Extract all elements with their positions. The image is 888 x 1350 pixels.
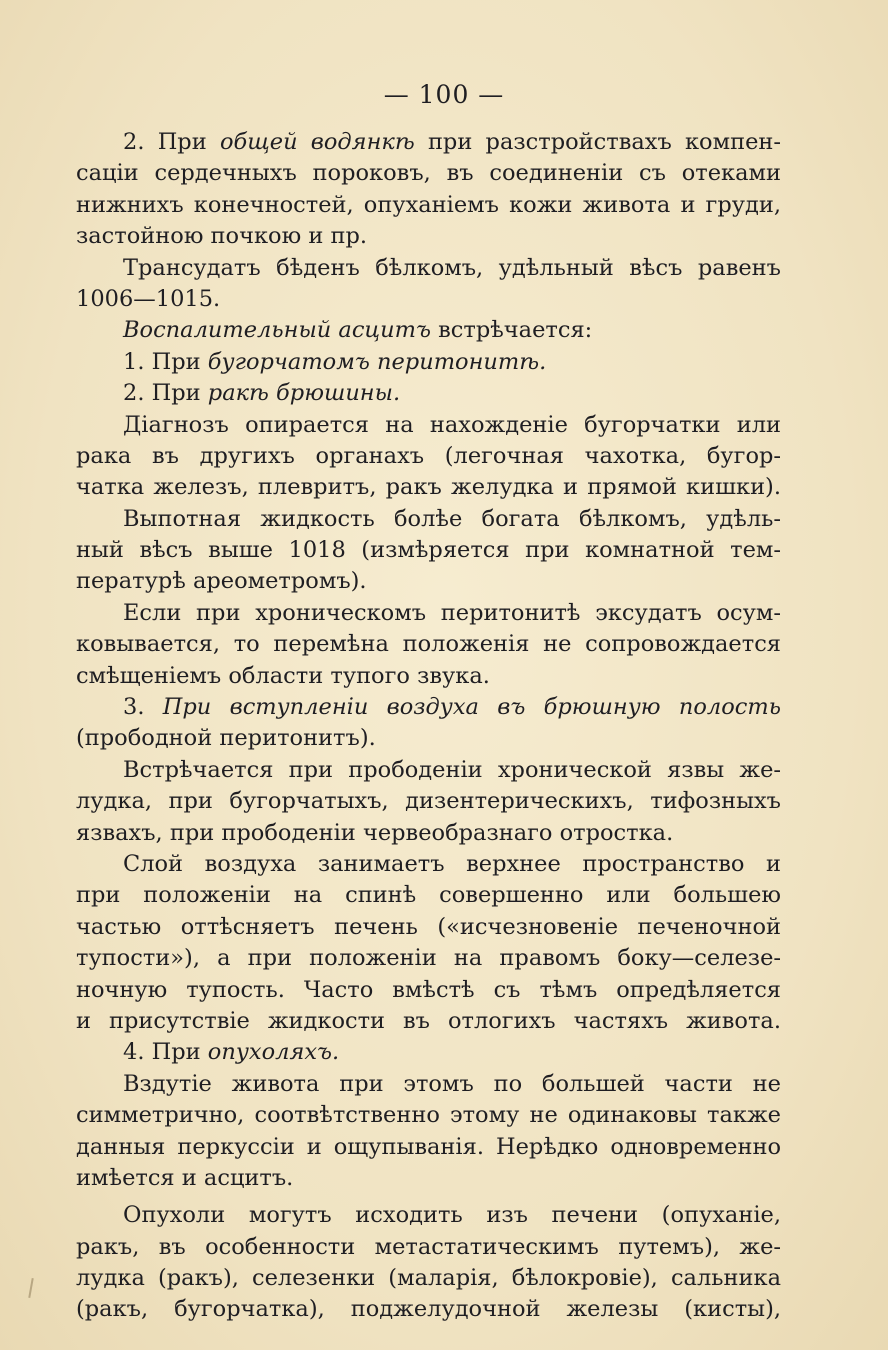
text-line: частью оттѣсняетъ печень («исчезновеніе печеночной xyxy=(76,913,781,940)
text-line: ковывается, то перемѣна положенія не сопровождается xyxy=(76,631,781,658)
text-line: смѣщеніемъ области тупого звука. xyxy=(76,662,490,689)
text-line: 4. При опухоляхъ. xyxy=(123,1039,340,1066)
text-line: 1006—1015. xyxy=(76,285,221,312)
text-line: Діагнозъ опирается на нахожденіе бугорчатки или xyxy=(123,411,781,438)
text-line: при положеніи на спинѣ совершенно или большею xyxy=(76,882,781,909)
text-line: лудка, при бугорчатыхъ, дизентерическихъ, тифозныхъ xyxy=(76,788,781,815)
text-line: лудка (ракъ), селезенки (маларія, бѣлокровіе), сальника xyxy=(76,1265,781,1292)
text-line: 2. При ракѣ брюшины. xyxy=(123,380,401,407)
text-line: Выпотная жидкость болѣе богата бѣлкомъ, удѣль- xyxy=(123,505,781,532)
paper-mark xyxy=(28,1278,33,1298)
text-line: застойною почкою и пр. xyxy=(76,223,368,250)
text-line: рака въ другихъ органахъ (легочная чахотка, бугор- xyxy=(76,442,781,469)
text-line: ный вѣсъ выше 1018 (измѣряется при комнатной тем- xyxy=(76,537,781,564)
text-line: Воспалительный асцитъ встрѣчается: xyxy=(123,317,593,344)
text-line: чатка железъ, плевритъ, ракъ желудка и прямой кишки). xyxy=(76,474,781,501)
text-line: 2. При общей водянкѣ при разстройствахъ компен- xyxy=(123,129,782,155)
text-line: и присутствіе жидкости въ отлогихъ частяхъ живота. xyxy=(76,1007,781,1034)
page-number: — 100 — xyxy=(383,80,505,109)
text-line: Слой воздуха занимаетъ верхнее пространство и xyxy=(123,850,781,877)
text-line: язвахъ, при прободеніи червеобразнаго отростка. xyxy=(76,819,674,846)
text-line: Если при хроническомъ перитонитѣ эксудатъ осум- xyxy=(123,599,781,626)
text-line: (ракъ, бугорчатка), поджелудочной железы (кисты), xyxy=(76,1296,781,1323)
text-line: Встрѣчается при прободеніи хронической язвы же- xyxy=(123,756,781,783)
text-line: 1. При бугорчатомъ перитонитѣ. xyxy=(123,348,547,375)
text-line: симметрично, соотвѣтственно этому не одинаковы также xyxy=(76,1102,781,1129)
text-line: данныя перкуссіи и ощупыванія. Нерѣдко одновременно xyxy=(76,1133,781,1160)
text-line: тупости»), а при положеніи на правомъ боку—селезе- xyxy=(76,945,781,972)
text-line: имѣется и асцитъ. xyxy=(76,1164,294,1191)
text-line: (прободной перитонитъ). xyxy=(76,725,376,752)
text-line: Трансудатъ бѣденъ бѣлкомъ, удѣльный вѣсъ равенъ xyxy=(123,254,781,281)
text-line: саціи сердечныхъ пороковъ, въ соединеніи съ отеками xyxy=(76,160,781,187)
text-line: пературѣ ареометромъ). xyxy=(76,568,367,595)
body-text xyxy=(76,127,781,1326)
text-line: нижнихъ конечностей, опуханіемъ кожи живота и груди, xyxy=(76,191,781,218)
text-line: 3. При вступленіи воздуха въ брюшную полость xyxy=(123,694,781,721)
text-line: ночную тупость. Часто вмѣстѣ съ тѣмъ опредѣляется xyxy=(76,976,781,1003)
text-line: Вздутіе живота при этомъ по большей части не xyxy=(123,1070,781,1097)
text-line: ракъ, въ особенности метастатическимъ путемъ), же- xyxy=(76,1233,781,1260)
text-line: Опухоли могутъ исходить изъ печени (опуханіе, xyxy=(123,1202,781,1229)
